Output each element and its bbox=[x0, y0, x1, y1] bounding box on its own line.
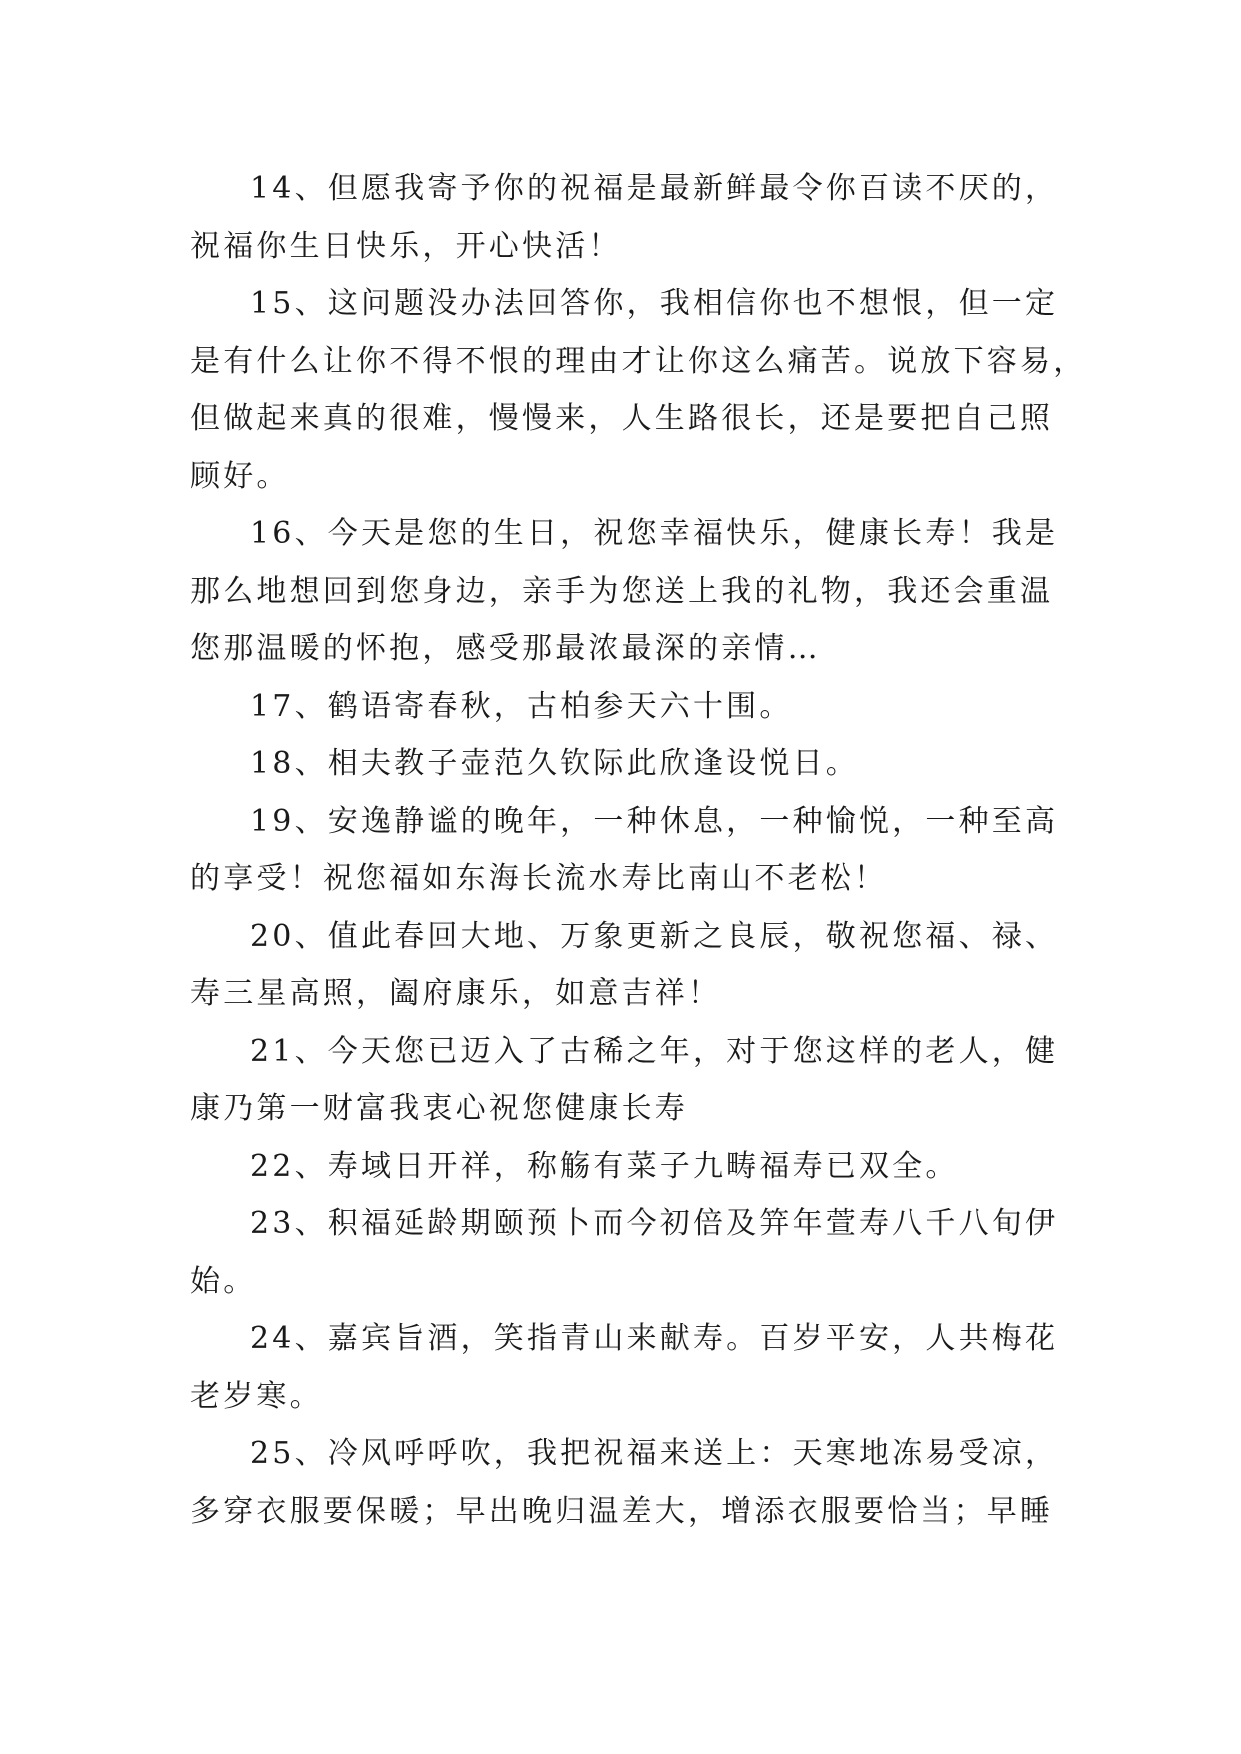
paragraph-16 bbox=[190, 505, 1060, 678]
paragraph-line: 始。 bbox=[190, 1263, 257, 1299]
paragraph-line: 15、这问题没办法回答你，我相信你也不想恨，但一定 bbox=[250, 286, 1059, 321]
paragraph-line: 那么地想回到您身边，亲手为您送上我的礼物，我还会重温 bbox=[190, 573, 1054, 609]
paragraph-21 bbox=[190, 1023, 1060, 1138]
paragraph-17 bbox=[190, 678, 1060, 736]
paragraph-line: 的享受！祝您福如东海长流水寿比南山不老松！ bbox=[190, 861, 888, 896]
paragraph-line: 17、鹤语寄春秋，古柏参天六十围。 bbox=[250, 688, 793, 724]
paragraph-line: 18、相夫教子壶范久钦际此欣逢设悦日。 bbox=[250, 746, 859, 781]
paragraph-line: 您那温暖的怀抱，感受那最浓最深的亲情… bbox=[190, 631, 821, 666]
paragraph-line: 14、但愿我寄予你的祝福是最新鲜最令你百读不厌的， bbox=[250, 171, 1059, 206]
paragraph-14 bbox=[190, 160, 1060, 275]
paragraph-20 bbox=[190, 908, 1060, 1023]
paragraph-line: 23、积福延龄期颐预卜而今初倍及笄年萱寿八千八旬伊 bbox=[250, 1206, 1059, 1241]
paragraph-25 bbox=[190, 1425, 1060, 1540]
paragraph-line: 16、今天是您的生日，祝您幸福快乐，健康长寿！我是 bbox=[250, 516, 1059, 551]
paragraph-line: 21、今天您已迈入了古稀之年，对于您这样的老人，健 bbox=[250, 1033, 1059, 1069]
paragraph-line: 是有什么让你不得不恨的理由才让你这么痛苦。说放下容易， bbox=[190, 343, 1087, 379]
paragraph-line: 25、冷风呼呼吹，我把祝福来送上：天寒地冻易受凉， bbox=[250, 1436, 1059, 1471]
paragraph-line: 24、嘉宾旨酒，笑指青山来献寿。百岁平安，人共梅花 bbox=[250, 1321, 1059, 1356]
paragraph-24 bbox=[190, 1310, 1060, 1425]
paragraph-line: 祝福你生日快乐，开心快活！ bbox=[190, 228, 622, 264]
paragraph-line: 老岁寒。 bbox=[190, 1378, 323, 1414]
paragraph-19 bbox=[190, 793, 1060, 908]
paragraph-line: 多穿衣服要保暖；早出晚归温差大，增添衣服要恰当；早睡 bbox=[190, 1493, 1054, 1529]
paragraph-22 bbox=[190, 1138, 1060, 1196]
paragraph-line: 20、值此春回大地、万象更新之良辰，敬祝您福、禄、 bbox=[250, 918, 1059, 954]
paragraph-line: 顾好。 bbox=[190, 458, 290, 494]
paragraph-line: 19、安逸静谧的晚年，一种休息，一种愉悦，一种至高 bbox=[250, 803, 1059, 839]
paragraph-line: 但做起来真的很难，慢慢来，人生路很长，还是要把自己照 bbox=[190, 401, 1054, 436]
paragraph-line: 寿三星高照，阖府康乐，如意吉祥！ bbox=[190, 976, 722, 1011]
paragraph-line: 康乃第一财富我衷心祝您健康长寿 bbox=[190, 1091, 688, 1126]
document-body bbox=[190, 160, 1087, 1540]
paragraph-18 bbox=[190, 735, 1060, 793]
paragraph-23 bbox=[190, 1195, 1060, 1310]
paragraph-15 bbox=[190, 275, 1087, 505]
paragraph-line: 22、寿域日开祥，称觞有菜子九畴福寿已双全。 bbox=[250, 1148, 959, 1184]
